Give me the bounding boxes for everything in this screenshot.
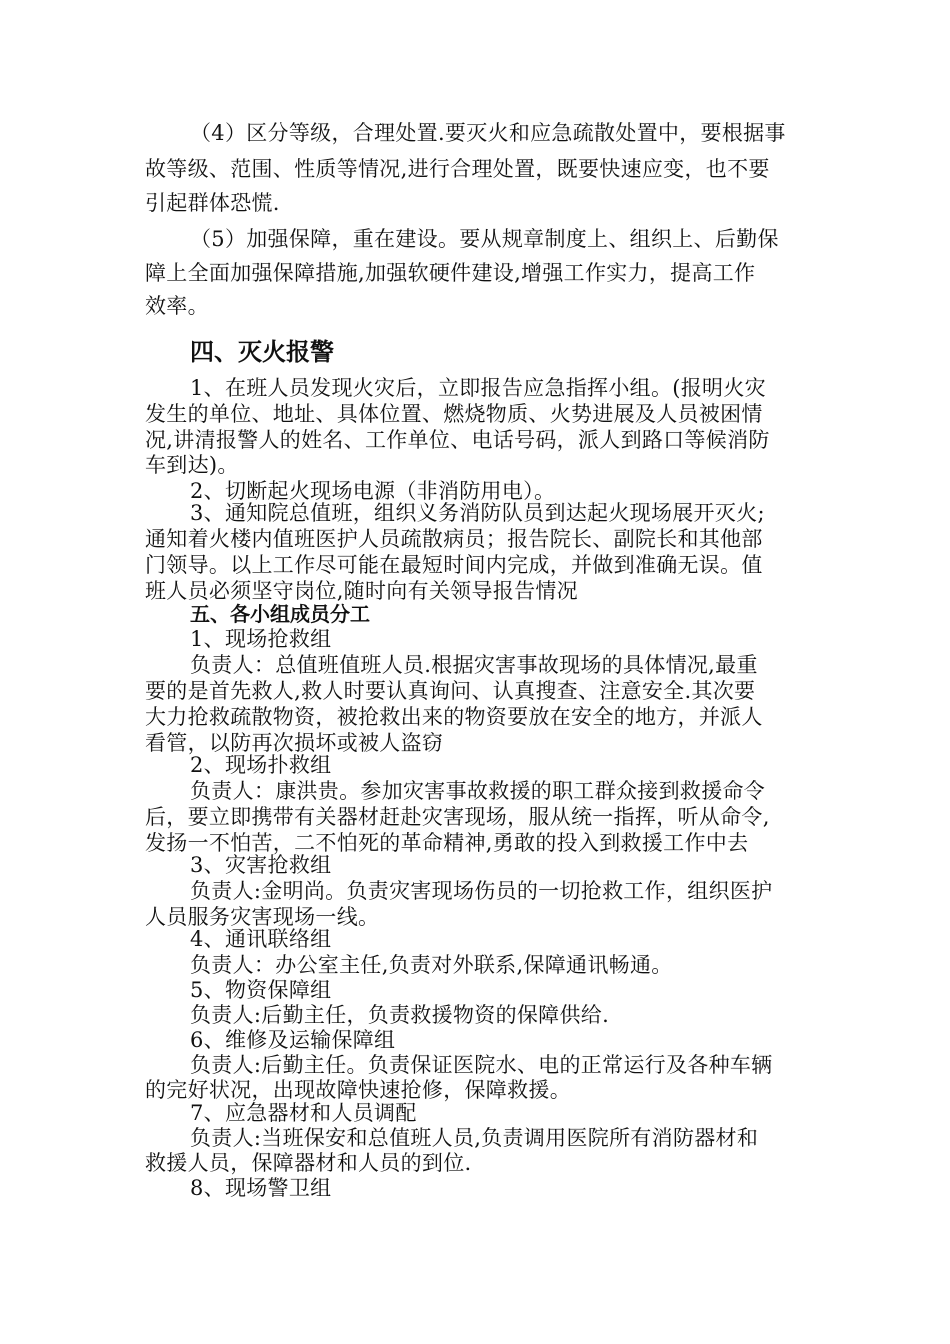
alarm-p1-line-4: 车到达)。	[145, 453, 239, 477]
alarm-p1-line-3: 况,讲清报警人的姓名、工作单位、电话号码，派人到路口等候消防	[145, 428, 770, 452]
group-3-body-line-1: 负责人:金明尚。负责灾害现场伤员的一切抢救工作，组织医护	[190, 879, 773, 903]
item-4-line-3: 引起群体恐慌.	[145, 191, 280, 215]
alarm-p2: 2、切断起火现场电源（非消防用电）。	[190, 479, 556, 503]
group-7-body-line-1: 负责人:当班保安和总值班人员,负责调用医院所有消防器材和	[190, 1126, 759, 1150]
group-1-body-line-4: 看管，以防再次损坏或被人盗窃	[145, 731, 444, 755]
item-5-line-1: （5）加强保障，重在建设。要从规章制度上、组织上、后勤保	[190, 227, 779, 251]
group-2-body-line-1: 负责人：康洪贵。参加灾害事故救援的职工群众接到救援命令	[190, 779, 766, 803]
group-6-body-line-1: 负责人:后勤主任。负责保证医院水、电的正常运行及各种车辆	[190, 1053, 773, 1077]
group-1-body-line-2: 要的是首先救人,救人时要认真询问、认真搜查、注意安全.其次要	[145, 679, 756, 703]
group-2-body-line-3: 发扬一不怕苦，二不怕死的革命精神,勇敢的投入到救援工作中去	[145, 831, 749, 855]
group-5-body: 负责人:后勤主任，负责救援物资的保障供给.	[190, 1003, 610, 1027]
group-8-title: 8、现场警卫组	[190, 1176, 332, 1200]
group-2-title: 2、现场扑救组	[190, 753, 332, 777]
group-5-title: 5、物资保障组	[190, 978, 332, 1002]
section-heading-groups: 五、各小组成员分工	[190, 602, 370, 626]
group-1-body-line-1: 负责人：总值班值班人员.根据灾害事故现场的具体情况,最重	[190, 653, 758, 677]
alarm-p1-line-1: 1、在班人员发现火灾后，立即报告应急指挥小组。(报明火灾	[190, 376, 766, 400]
group-4-title: 4、通讯联络组	[190, 927, 332, 951]
item-4-line-1: （4）区分等级，合理处置.要灭火和应急疏散处置中，要根据事	[190, 121, 786, 145]
group-3-body-line-2: 人员服务灾害现场一线。	[145, 905, 380, 929]
group-7-body-line-2: 救援人员，保障器材和人员的到位.	[145, 1151, 472, 1175]
group-7-title: 7、应急器材和人员调配	[190, 1101, 417, 1125]
group-6-body-line-2: 的完好状况，出现故障快速抢修，保障救援。	[145, 1078, 571, 1102]
group-2-body-line-2: 后，要立即携带有关器材赶赴灾害现场，服从统一指挥，听从命令,	[145, 805, 770, 829]
group-6-title: 6、维修及运输保障组	[190, 1028, 396, 1052]
section-heading-alarm: 四、灭火报警	[190, 338, 334, 366]
alarm-p3-line-4: 班人员必须坚守岗位,随时向有关领导报告情况	[145, 579, 578, 603]
item-4-line-2: 故等级、范围、性质等情况,进行合理处置，既要快速应变，也不要	[145, 157, 770, 181]
group-4-body: 负责人：办公室主任,负责对外联系,保障通讯畅通。	[190, 953, 673, 977]
alarm-p3-line-1: 3、通知院总值班，组织义务消防队员到达起火现场展开灭火;	[190, 501, 765, 525]
item-5-line-2: 障上全面加强保障措施,加强软硬件建设,增强工作实力，提高工作	[145, 261, 756, 285]
alarm-p3-line-3: 门领导。以上工作尽可能在最短时间内完成，并做到准确无误。值	[145, 553, 763, 577]
group-1-title: 1、现场抢救组	[190, 627, 332, 651]
alarm-p3-line-2: 通知着火楼内值班医护人员疏散病员；报告院长、副院长和其他部	[145, 527, 763, 551]
item-5-line-3: 效率。	[145, 294, 209, 318]
alarm-p1-line-2: 发生的单位、地址、具体位置、燃烧物质、火势进展及人员被困情	[145, 402, 763, 426]
group-1-body-line-3: 大力抢救疏散物资，被抢救出来的物资要放在安全的地方，并派人	[145, 705, 763, 729]
group-3-title: 3、灾害抢救组	[190, 853, 332, 877]
